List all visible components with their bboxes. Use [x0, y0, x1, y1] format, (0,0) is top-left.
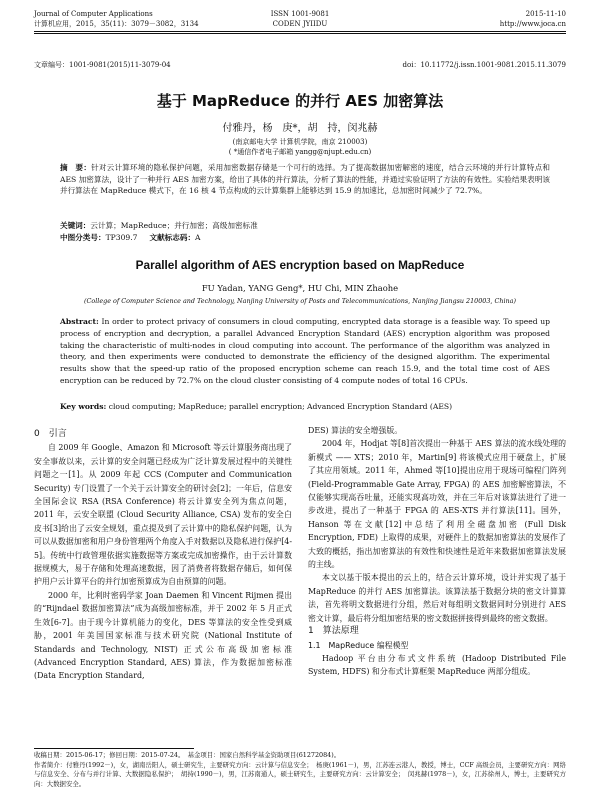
doc-code-value: A [195, 233, 201, 242]
issue-date: 2015-11-10 [525, 10, 566, 18]
header-rule-bottom [34, 33, 566, 34]
footnote-received: 收稿日期：2015-06-17；修回日期：2015-07-24。 基金项目：国家自然科学基金资助项目(61272084)。 [34, 751, 341, 759]
issn: ISSN 1001-9081 [270, 10, 330, 18]
clc-value: TP309.7 [105, 233, 138, 242]
section-0-paragraph-4: 2004 年，Hodjat 等[8]首次提出一种基于 AES 算法的流水线处理的新模式 —— XTS；2010 年，Martin[9] 将该模式应用于硬盘上，扩展了其应用领域。2011 年，Ahmed 等[10]提出应用于现场可编程门阵列 (Field-Programmable Gate Array, FPGA) 的 AES 加密解密算法，不仅能够实现高吞吐量，还能实现高功效，并在三年后对该算法进行了进一步改进，提出了一种基于 FPGA 的 AES-XTS 并行算法[11]。国外，Hanson 等在文献[12]中总结了利用全磁盘加密 (Full Disk Encryption, FDE) 上取得的成果，对硬件上的数据加密算法的发展作了大致的概括，指出加密算法的有效性和快速性是近年来数据加密算法发展的主线。 [308, 439, 566, 570]
abstract-en-label: Abstract: [60, 317, 99, 326]
keywords-en [60, 401, 550, 412]
affiliation-en: (College of Computer Science and Technology, Nanjing University of Posts and Telecommunications, Nanjing Jiangsu 210003, China) [84, 297, 516, 305]
abstract-en-text: In order to protect privacy of consumers in cloud computing, encrypted data storage is a feasible way. To speed up process of encryption and decryption, a parallel Advanced Encryption Standard (AES) encryption algorithm was proposed taking the characteristic of multi-nodes in cloud computing into account. The performance of the algorithm was analyzed in theory, and then experiments were conducted to demonstrate the efficiency of the designed algorithm. The experimental results show that the speed-up ratio of the proposed encryption scheme can reach 15.9, and the total time cost of AES encryption can be reduced by 72.7% on the cloud cluster consisting of 4 compute nodes of total 16 CPUs. [60, 317, 550, 385]
coden: CODEN JYIIDU [272, 20, 328, 28]
section-0-paragraph-5: 本文以基于版本提出的云上的，结合云计算环境，设计并实现了基于 MapReduce 的并行 AES 加密算法。该算法基于数据分块的密文计算算法，首先将明文数据进行分组，然后对每组明文数据同时分别进行 AES 密文计算，最后将分组加密结果的密文数据拼接得到最终的密文数据。 [308, 573, 566, 623]
section-1-1-heading: 1.1 MapReduce 编程模型 [308, 640, 409, 650]
section-0-paragraph-3: DES) 算法的安全增强版。 [308, 426, 403, 435]
doc-code-label: 文献标志码： [149, 233, 196, 242]
abstract-cn-label: 摘 要： [60, 163, 92, 172]
journal-name-en: Journal of Computer Applications [34, 10, 153, 18]
footnote-author-bios: 作者简介：付雅丹(1992－)，女，湖南岳阳人，硕士研究生，主要研究方向：云计算与信息安全； 杨庚(1961－)，男，江苏连云港人，教授，博士，CCF 高级会员，主要研究方向：网络与信息安全、分布与并行计算、大数据隐私保护； 胡持(1990－)，男，江苏南通人，硕士研究生，主要研究方向：云计算安全； 闵兆赫(1978－)，女，江苏徐州人，博士，主要研究方向：大数据安全。 [34, 760, 566, 788]
abstract-cn-text: 针对云计算环境的隐私保护问题，采用加密数据存储是一个可行的选择。为了提高数据加密解密的速度，结合云环境的并行计算特点和 AES 加密算法，设计了一种并行 AES 加密方案，给出了具体的并行算法，分析了算法的性能，并通过实验证明了方法的有效性。实验结果表明该并行算法在 MapReduce 模式下，在 16 核 4 节点构成的云计算集群上能够达到 15.9 的加速比，总加密时间减少了 72.7%。 [60, 163, 550, 195]
section-0-paragraph-1: 自 2009 年 Google、Amazon 和 Microsoft 等云计算服务商出现了安全事故以来，云计算的安全问题已经成为广泛计算发展过程中的关键性问题之一[1]。从 2009 年起 CCS (Computer and Communication Security) 专门设置了一个关于云计算安全的研讨会[2]；一年后，信息安全国际会议 RSA (RSA Conference) 将云计算安全列为焦点问题，2011 年，云安全联盟 (Cloud Security Alliance, CSA) 发布的安全白皮书[3]给出了云安全规划，重点提及到了云计算中的隐私保护问题，认为可以从数据加密和用户身份管理两个角度入手对数据以及隐私进行保护[4-5]。传统中行政管理依据实施数据等方案或完成加密操作，由于云计算数据规模大，易于存储和处理高速数据，因了消费者将数据存储后，如何保护用户云计算平台的并行加密预算成为自由预算的问题。 [34, 443, 292, 587]
keywords-en-text: cloud computing; MapReduce; parallel encryption; Advanced Encryption Standard (AES) [108, 402, 453, 411]
keywords-cn-label: 关键词： [60, 221, 91, 230]
abstract-en [60, 316, 550, 387]
header-rule-top [34, 31, 566, 32]
authors-cn: 付雅丹，杨 庚*，胡 持，闵兆赫 [222, 123, 378, 134]
article-number: 文章编号：1001-9081(2015)11-3079-04 [34, 61, 171, 69]
keywords-cn [60, 220, 550, 232]
left-column [34, 428, 292, 746]
section-1-heading: 1 算法原理 [308, 626, 359, 637]
paper-title-en: Parallel algorithm of AES encryption based on MapReduce [135, 258, 465, 272]
authors-en: FU Yadan, YANG Geng*, HU Chi, MIN Zhaohe [201, 283, 399, 293]
footnote-rule [34, 748, 194, 749]
section-0-paragraph-2: 2000 年，比利时密码学家 Joan Daemen 和 Vincent Rijmen 提出的“Rijndael 数据加密算法”成为高级加密标准，并于 2002 年 5 月正式生效[6-7]。由于现今计算机能力的变化，DES 等算法的安全性受到威胁，2001 年美国国家标准与技术研究院 (National Institute of Standards and Technology, NIST) 正式公布高级加密标准 (Advanced Encryption Standard, AES) 算法，作为数据加密标准 (Data Encryption Standard, [34, 590, 292, 681]
keywords-en-label: Key words: [60, 402, 107, 411]
corresponding-email-cn: ( *通信作者电子邮箱 yangg@njupt.edu.cn) [228, 148, 372, 156]
abstract-cn [60, 162, 550, 197]
right-column [308, 424, 566, 746]
keywords-cn-text: 云计算；MapReduce；并行加密；高级加密标准 [90, 221, 258, 230]
clc-label: 中图分类号： [60, 233, 106, 242]
doi[interactable]: doi：10.11772/j.issn.1001-9081.2015.11.3079 [402, 61, 566, 69]
section-1-paragraph-1: Hadoop 平台由分布式文件系统 (Hadoop Distributed File System, HDFS) 和分布式计算框架 MapReduce 两部分组成。 [308, 653, 566, 677]
paper-title-cn: 基于 MapReduce 的并行 AES 加密算法 [156, 92, 444, 110]
affiliation-cn: (南京邮电大学 计算机学院，南京 210003) [232, 138, 368, 146]
journal-website[interactable]: http://www.joca.cn [499, 20, 566, 28]
classification-cn [60, 232, 550, 244]
journal-volume-cn: 计算机应用，2015，35(11)：3079－3082，3134 [34, 20, 199, 28]
footnote [34, 751, 566, 789]
section-0-heading: 0 引言 [34, 429, 67, 439]
